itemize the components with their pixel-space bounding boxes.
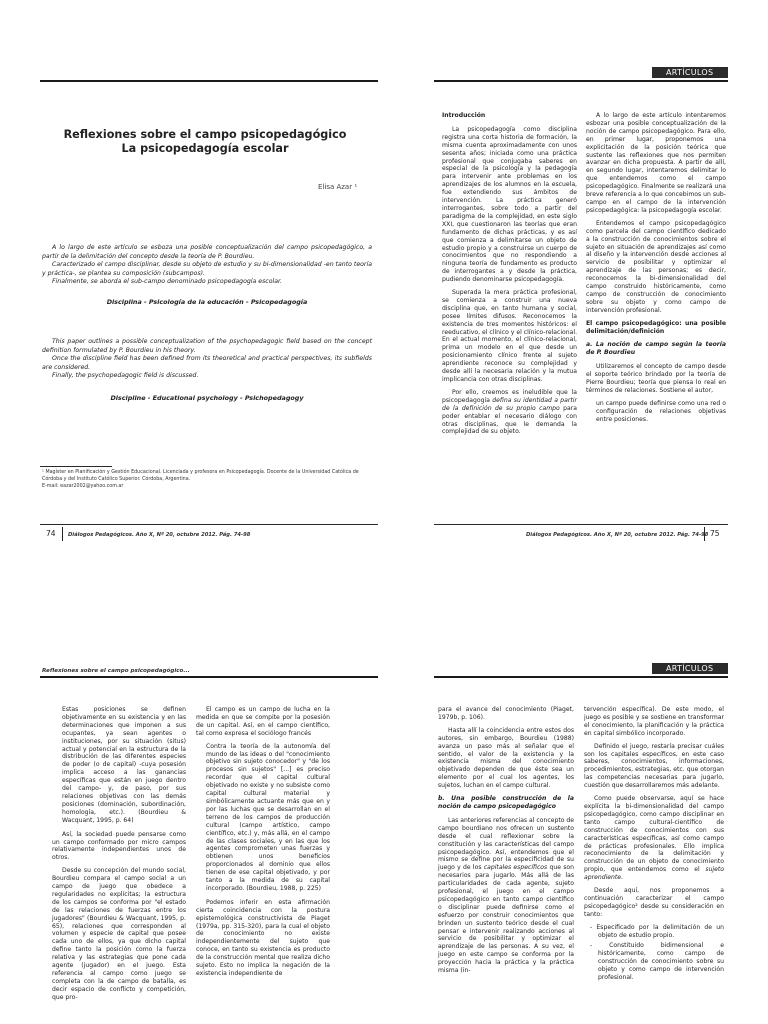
bottom-spread — [0, 512, 768, 1024]
abstract-es-p3: Finalmente, se aborda el sub-campo denominado psicopedagogía escolar. — [52, 278, 282, 286]
intro-heading: Introducción — [442, 112, 486, 119]
footnote-rule — [40, 466, 112, 467]
list-item-text: Constituido bidimensional e históricamente, como campo de construcción de conocimiento sobre su objeto y como campo de intervención profesional. — [598, 942, 724, 982]
header-rule-bottom-right — [434, 676, 728, 678]
column-right — [586, 112, 726, 430]
abstract-spanish — [42, 244, 372, 287]
keywords-spanish: Disciplina - Psicología de la educación - Psicopedagogía — [106, 298, 308, 306]
intro-paragraph-1: La psicopedagogía como disciplina registra una corta historia de formación, la misma cuenta aproximadamente con unos sesenta años; iniciada como una práctica profesional que conjugaba saberes en especial de la psicología y la pedagogía para intervenir ante problemas en los aprendizajes de los alumnos en la escuela, fue extendiendo sus ámbitos de intervención. La práctica generó interrogantes, sobre todo a partir del paradigma de la complejidad, en este siglo XXI, que cuestionaron las teorías que eran fundamento de dichas prácticas, y es así que comienza a delimitarse un objeto de estudio propio y a construirse un cuerpo de conocimientos que no respondiendo a ninguna teoría de fundamento es producto de interrogantes a y desde la práctica, pudiendo denominarse psicopedagogía. — [442, 125, 577, 284]
bl-paragraph-2: Así, la sociedad puede pensarse como un campo conformado por micro campos relativamente independientes unos de otros. — [52, 830, 186, 862]
header-rule-bottom-left — [40, 676, 378, 678]
running-head: Reflexiones sobre el campo psicopedagógico... — [42, 668, 190, 674]
section-heading: El campo psicopedagógico: una posible delimitación/definición — [586, 319, 726, 335]
block-quote: un campo puede definirse como una red o configuración de relaciones objetivas entre posiciones. — [596, 399, 726, 423]
list-item: - Constituido bidimensional e históricamente, como campo de construcción de conocimiento sobre su objeto y como campo de intervención profesional. — [590, 942, 724, 982]
right-paragraph-2: Entendemos el campo psicopedagógico como parcela del campo científico dedicado a la construcción de conocimientos sobre el sujeto en situación de aprendizajes así como al diseño y la intervención desde acciones al servicio de posibilitar y optimizar el aprendizaje de las personas; es decir, reconocemos la bi-dimensionalidad del campo construido históricamente, como campo de construcción de conocimiento sobre su objeto y como campo de intervención profesional. — [586, 219, 726, 314]
bl2-quote: Contra la teoría de la autonomía del mundo de las ideas o del "conocimiento objetivo sin sujeto conocedor" y "de los procesos sin sujetos" [...] es preciso recordar que el capital cultural objetivado no existe y no subsiste como capital cultural material y simbólicamente actuante más que en y por las luchas que se desarrollan en el terreno de los campos de producción cultural (campo artístico, campo científico, etc.) y, más allá, en el campo de las clases sociales, y en las que los agentes comprometen unas fuerzas y obtienen unos beneficios proporcionados al dominio que ellos tienen de ese capital objetivado, y por tanto a la medida de su capital incorporado. (Bourdieu, 1988, p. 225) — [206, 742, 330, 892]
br2-paragraph-1: tervención específica). De este modo, el juego es posible y se sostiene en transformar el conocimiento, la planificación y la práctica en capital simbólico incorporado. — [584, 706, 724, 737]
br2-p3-text: Como puede observarse, aquí se hace explícita la bi-dimensionalidad del campo psicopedagógico, como campo disciplinar en tanto campo cultural-científico de construcción de conocimientos con sus características específicas, así como campo de prácticas profesionales. Ello implica reconocimiento de la delimitación y construcción de un objeto de conocimiento propio, que entendemos como el — [584, 795, 724, 874]
br2-p3-end: . — [621, 874, 623, 882]
section-tag-bottom: ARTÍCULOS — [652, 663, 728, 674]
bl2-paragraph-2: Podemos inferir en esta afirmación cierta coincidencia con la postura epistemológica constructivista de Piaget (1979a, pp. 315-320), para la cual el objeto de conocimiento no existe independientemente del sujeto que conoce, en tanto su existencia es producto de la construcción mental que realiza dicho sujeto. Esto no implica la negación de la existencia independiente de — [196, 898, 330, 977]
footnote-text: ¹ Magíster en Planificación y Gestión Educacional. Licenciada y profesora en Psicopedagogía. Docente de la Universidad Católica de Córdoba y del Instituto Católico Superior. Córdoba, Argentina. — [42, 470, 359, 482]
abstract-en-p3: Finally, the psychopedagogic field is discussed. — [52, 372, 199, 380]
intro-paragraph-3 — [442, 389, 577, 436]
bl-quote-1: Estas posiciones se definen objetivamente en su existencia y en las determinaciones que imponen a sus ocupantes, ya sean agentes o instituciones, por su situación (situs) actual y potencial en la estructura de la distribución de las diferentes especies de poder (o de capital) -cuya posesión implica acceso a las ganancias específicas que están en juego dentro del campo- y, de paso, por sus relaciones objetivas con las demás posiciones (dominación, subordinación, homología, etc.). (Bourdieu & Wacquant, 1995, p. 64) — [62, 706, 186, 824]
header-rule — [40, 80, 378, 82]
br-p3-text: Las anteriores referencias al concepto de campo bourdiano nos ofrecen un sustento desde el cual reflexionar sobre la constitución y las características del campo psicopedagógico. Así, entendemos que el mismo se define por la especificidad de su juego y de los — [438, 816, 574, 872]
br-paragraph-2: Hasta allí la coincidencia entre estos dos autores, sin embargo, Bourdieu (1988) avanza un paso más al señalar que el sentido, el valor de la existencia y la existencia misma del conocimiento objetivado dependen de que éste sea un elemento por el cual los agentes, los sujetos, luchan en el campo cultural. — [438, 726, 574, 790]
br2-p3-emphasis: sujeto aprendiente — [584, 866, 724, 882]
br2-paragraph-3 — [584, 795, 724, 882]
column-br-1 — [438, 706, 574, 980]
column-bl-2 — [196, 706, 330, 983]
list-item: - Especificado por la delimitación de un objeto de estudio propio. — [590, 923, 724, 939]
intro-paragraph-2: Superada la mera práctica profesional, se comienza a construir una nueva disciplina que, en tanto humana y social, posee límites difusos. Reconocemos la existencia de tres momentos históricos: el reeducativo, el clínico y el clínico-relacional. En el actual momento, el clínico-relacional, prima un modelo en el que desde un posicionamiento clínico frente al sujeto aprendiente reconoce su complejidad y desde allí la necesaria relación y la mutua implicancia con otras disciplinas. — [442, 289, 577, 383]
bl2-paragraph-1: El campo es un campo de lucha en la medida en que se compite por la posesión de un capital. Así, en el campo científico, tal como expresa el sociólogo francés — [196, 706, 330, 737]
intro-p3-end: para poder entablar el necesario diálogo con otras disciplinas, que le demanda la complejidad de su objeto. — [442, 404, 577, 436]
br-p3-emphasis: capitales específicos — [483, 864, 548, 872]
abstract-en-p1: This paper outlines a possible conceptualization of the psychopedagogic field based on the concept definition formulated by P. Bourdieu in his theory. — [42, 338, 372, 354]
right-paragraph-1: A lo largo de este artículo intentaremos esbozar una posible conceptualización de la noción de campo psicopedagógico. Para ello, en primer lugar, proponemos una explicitación de la posición teórica que sustente las reflexiones que nos permiten avanzar en dicha propuesta. A partir de allí, en segundo lugar, intentaremos delimitar lo que entendemos como el campo psicopedagógico. Finalmente se realizará una breve referencia a lo que concebimos un sub-campo en el campo de la intervención psicopedagógica: la psicopedagogía escolar. — [586, 112, 726, 214]
header-rule-right — [434, 80, 728, 82]
journal-footer-left: Diálogos Pedagógicos. Año X, Nº 20, octubre 2012. Pág. 74-98 — [68, 532, 251, 538]
page-number-right: 75 — [710, 529, 720, 538]
column-bl-1 — [52, 706, 186, 1007]
column-intro — [442, 112, 577, 441]
article-title — [40, 128, 370, 156]
section-tag: ARTÍCULOS — [652, 67, 728, 78]
abstract-es-p1: A lo largo de este artículo se esboza una posible conceptualización del campo psicopedagógico, a partir de la delimitación del concepto desde la teoría de P. Bourdieu. — [42, 244, 372, 260]
bl-paragraph-3: Desde su concepción del mundo social, Bourdieu compara el campo social a un campo de juego que obedece a regularidades no explícitas; la estructura de los campos se conforma por "el estado de las relaciones de fuerzas entre los jugadores" (Bourdieu & Wacquant, 1995, p. 65), relaciones que corresponden al volumen y especie de capital que posee cada uno de ellos, ya que dicho capital define tanto la posición como la fuerza relativa y las estrategias que pone cada agente (jugador) en el juego. Esta referencia al campo como juego se completa con la de campo de batalla, es decir espacio de conflicto y competición, que pro- — [52, 867, 186, 1001]
title-line-2: La psicopedagogía escolar — [121, 142, 289, 155]
footnote — [42, 470, 372, 490]
column-br-2 — [584, 706, 724, 985]
keywords-english: Discipline - Educational psychology - Psichopedagogy — [110, 394, 304, 402]
list-item-text: Especificado por la delimitación de un objeto de estudio propio. — [596, 923, 724, 939]
title-line-1: Reflexiones sobre el campo psicopedagógico — [63, 128, 347, 141]
intro-p3-emphasis: defina su identidad a partir de la definición de su propio campo — [442, 396, 577, 412]
br2-paragraph-4: Desde aquí, nos proponemos a continuación caracterizar el campo psicopedagógico² desde su consideración en tanto: — [584, 887, 724, 918]
br-subheading: b. Una posible construcción de la noción de campo psicopedagógico — [438, 795, 574, 810]
br-paragraph-1: para el avance del conocimiento (Piaget, 1979b, p. 106). — [438, 706, 574, 721]
br-p3-end: que son necesarios para jugarlo. Más allá de las particularidades de cada agente, sujeto profesional, el juego en el campo psicopedagógico en tanto campo científico o disciplinar puede definirse como el esfuerzo por construir conocimientos que brinden un sustento teórico desde el cual pensar e intervenir realizando acciones al servicio de posibilitar y optimizar el aprendizaje de las personas. A su vez, el juego en este campo se conforma por la proyección hacia la práctica y la práctica misma (in- — [438, 864, 574, 975]
subsection-heading: a. La noción de campo según la teoría de P. Bourdieu — [586, 341, 726, 357]
abstract-en-p2: Once the discipline field has been defined from its theoretical and practical perspectives, its subfields are considered. — [42, 355, 372, 371]
br-paragraph-3 — [438, 817, 574, 975]
br2-paragraph-2: Definido el juego, restaría precisar cuáles son los capitales específicos, en este caso saberes, conocimientos, informaciones, procedimientos, estrategias, etc. que otorgan las competencias necesarias para jugarlo, cuestión que desarrollaremos más adelante. — [584, 742, 724, 790]
footnote-email: E-mail: eazar2002@yahoo.com.ar — [42, 483, 124, 489]
page-number-left: 74 — [46, 529, 56, 538]
journal-footer-right: Diálogos Pedagógicos. Año X, Nº 20, octubre 2012. Pág. 74-98 — [526, 532, 709, 538]
intro-p3-text: Por ello, creemos es ineludible que la psicopedagogía — [442, 388, 577, 404]
abstract-es-p2: Caracterizado el campo disciplinar, desde su objeto de estudio y su bi-dimensionalidad -en tanto teoría y práctica-, se plantea su composición (subcampos). — [42, 261, 372, 277]
right-paragraph-3: Utilizaremos el concepto de campo desde el soporte teórico brindado por la teoría de Pierre Bourdieu; teoría que piensa lo real en términos de relaciones. Sostiene el autor, — [586, 363, 726, 394]
author-name: Elisa Azar ¹ — [318, 183, 358, 191]
abstract-english — [42, 338, 372, 381]
